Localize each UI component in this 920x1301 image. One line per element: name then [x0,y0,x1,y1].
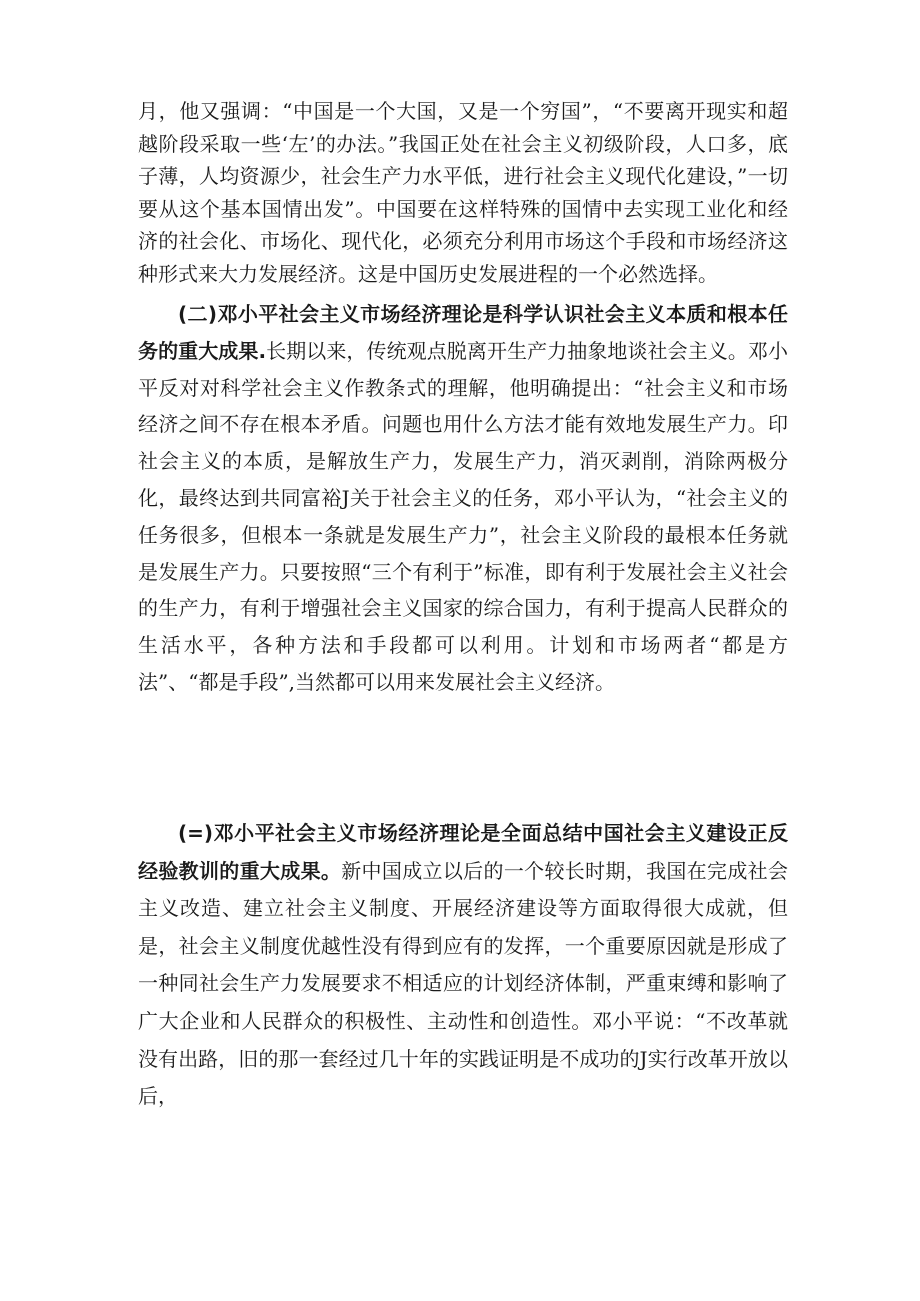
paragraph-1 [138,95,788,291]
section-3-heading: (=)邓小平社会主义市场经济理论是全面总结中国社会主义建设正反经验教训的重大成果。 [138,821,788,883]
paragraph-2-text: 长期以来，传统观点脱离开生产力抽象地谈社会主义。邓小平反对对科学社会主义作教条式的理解，他明确提出：“社会主义和市场经济之间不存在根本矛盾。问题也用什么方法才能有效地发展生产力。印社会主义的本质，是解放生产力，发展生产力，消灭剥削，消除两极分化，最终达到共同富裕J关于社会主义的任务，邓小平认为，“社会主义的任务很多，但根本一条就是发展生产力”，社会主义阶段的最根本任务就是发展生产力。只要按照“三个有利于”标准，即有利于发展社会主义社会的生产力，有利于增强社会主义国家的综合国力，有利于提高人民群众的生活水平，各种方法和手段都可以利用。计划和市场两者“都是方法”、“都是手段”,当然都可以用来发展社会主义经济。 [138,338,788,694]
paragraph-3 [138,815,788,1116]
paragraph-1-text: 月，他又强调：“中国是一个大国，又是一个穷国”，“不要离开现实和超越阶段采取一些‘左’的办法。”我国正处在社会主义初级阶段，人口多，底子薄，人均资源少，社会生产力水平低，进行社会主义现代化建设，”一切要从这个基本国情出发”。中国要在这样特殊的国情中去实现工业化和经济的社会化、市场化、现代化，必须充分利用市场这个手段和市场经济这种形式来大力发展经济。这是中国历史发展进程的一个必然选择。 [138,99,788,286]
paragraph-3-text: 新中国成立以后的一个较长时期，我国在完成社会主义改造、建立社会主义制度、开展经济建设等方面取得很大成就，但是，社会主义制度优越性没有得到应有的发挥，一个重要原因就是形成了一种同社会生产力发展要求不相适应的计划经济体制，严重束缚和影响了广大企业和人民群众的积极性、主动性和创造性。邓小平说：“不改革就没有出路，旧的那一套经过几十年的实践证明是不成功的J实行改革开放以后， [138,858,789,1109]
section-2-heading: (二)邓小平社会主义市场经济理论是科学认识社会主义本质和根本任务的重大成果. [138,302,788,363]
paragraph-2 [138,296,788,701]
